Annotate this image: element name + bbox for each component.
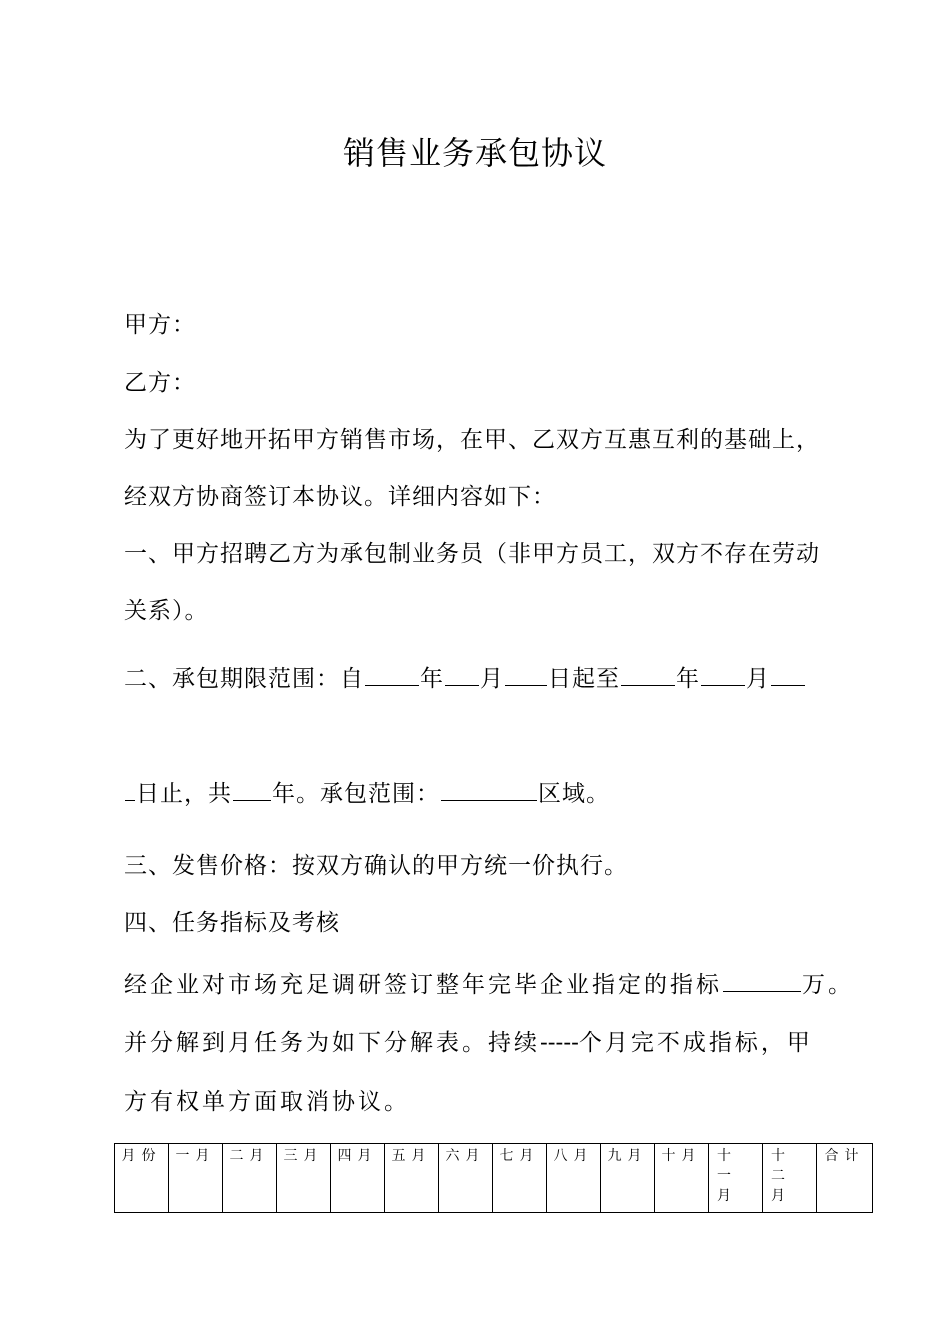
- table-header-cell: 九月: [601, 1144, 655, 1213]
- party-b-label: 乙方：: [124, 370, 196, 396]
- months-dashes: -----: [540, 1030, 579, 1056]
- table-header-cell: 五月: [385, 1144, 439, 1213]
- party-a-label: 甲方：: [124, 312, 196, 338]
- start-year-blank[interactable]: [365, 661, 419, 686]
- end-month-blank[interactable]: [701, 661, 745, 686]
- table-header-cell: 八月: [547, 1144, 601, 1213]
- task-line-1: [124, 966, 854, 999]
- table-header-cell: 四月: [331, 1144, 385, 1213]
- clause-3: 三、发售价格：按双方确认的甲方统一价执行。: [124, 853, 628, 879]
- years-total-blank[interactable]: [233, 776, 271, 801]
- year-label: 年: [420, 666, 444, 692]
- table-header-cell: 月份: [115, 1144, 169, 1213]
- task-line-2: [124, 1024, 813, 1057]
- year-label-2: 年: [676, 666, 700, 692]
- intro-line-1: 为了更好地开拓甲方销售市场，在甲、乙双方互惠互利的基础上，: [124, 427, 820, 453]
- table-row: [115, 1144, 873, 1213]
- end-day-blank-part2[interactable]: [125, 776, 135, 801]
- clause-2-until: 日止，共: [136, 781, 232, 807]
- month-label: 月: [480, 666, 504, 692]
- task-line-3: 方有权单方面取消协议。: [124, 1089, 410, 1115]
- clause-1-line-2: 关系）。: [124, 598, 209, 624]
- document-title: 销售业务承包协议: [342, 134, 607, 172]
- region-label: 区域。: [538, 781, 610, 807]
- clause-4-heading: 四、任务指标及考核: [124, 910, 340, 936]
- table-header-cell: 十二月: [763, 1144, 817, 1213]
- table-header-cell: 合计: [817, 1144, 873, 1213]
- table-header-cell: 十一月: [709, 1144, 763, 1213]
- table-header-cell: 三月: [277, 1144, 331, 1213]
- table-header-cell: 六月: [439, 1144, 493, 1213]
- task-text-1: 经企业对市场充足调研签订整年完毕企业指定的指标: [124, 972, 722, 998]
- clause-2-line-1: [124, 660, 806, 693]
- clause-1-line-1: 一、甲方招聘乙方为承包制业务员（非甲方员工，双方不存在劳动: [124, 541, 820, 567]
- task-unit: 万。: [802, 972, 854, 998]
- task-text-2: 并分解到月任务为如下分解表。持续: [124, 1030, 540, 1056]
- clause-2-line-2: [124, 775, 610, 808]
- clause-2-start: 二、承包期限范围：自: [124, 666, 364, 692]
- annual-target-blank[interactable]: [723, 967, 801, 992]
- day-from-label: 日起至: [548, 666, 620, 692]
- end-year-blank[interactable]: [621, 661, 675, 686]
- table-header-cell: 一月: [169, 1144, 223, 1213]
- region-blank[interactable]: [441, 776, 537, 801]
- start-month-blank[interactable]: [445, 661, 479, 686]
- table-header-cell: 二月: [223, 1144, 277, 1213]
- monthly-target-table: [114, 1143, 873, 1213]
- clause-2-scope: 年。承包范围：: [272, 781, 440, 807]
- intro-line-2: 经双方协商签订本协议。详细内容如下：: [124, 484, 556, 510]
- table-header-cell: 十月: [655, 1144, 709, 1213]
- start-day-blank[interactable]: [505, 661, 547, 686]
- task-text-2b: 个月完不成指标，甲: [578, 1030, 813, 1056]
- end-day-blank-part1[interactable]: [771, 661, 805, 686]
- month-label-2: 月: [746, 666, 770, 692]
- table-header-cell: 七月: [493, 1144, 547, 1213]
